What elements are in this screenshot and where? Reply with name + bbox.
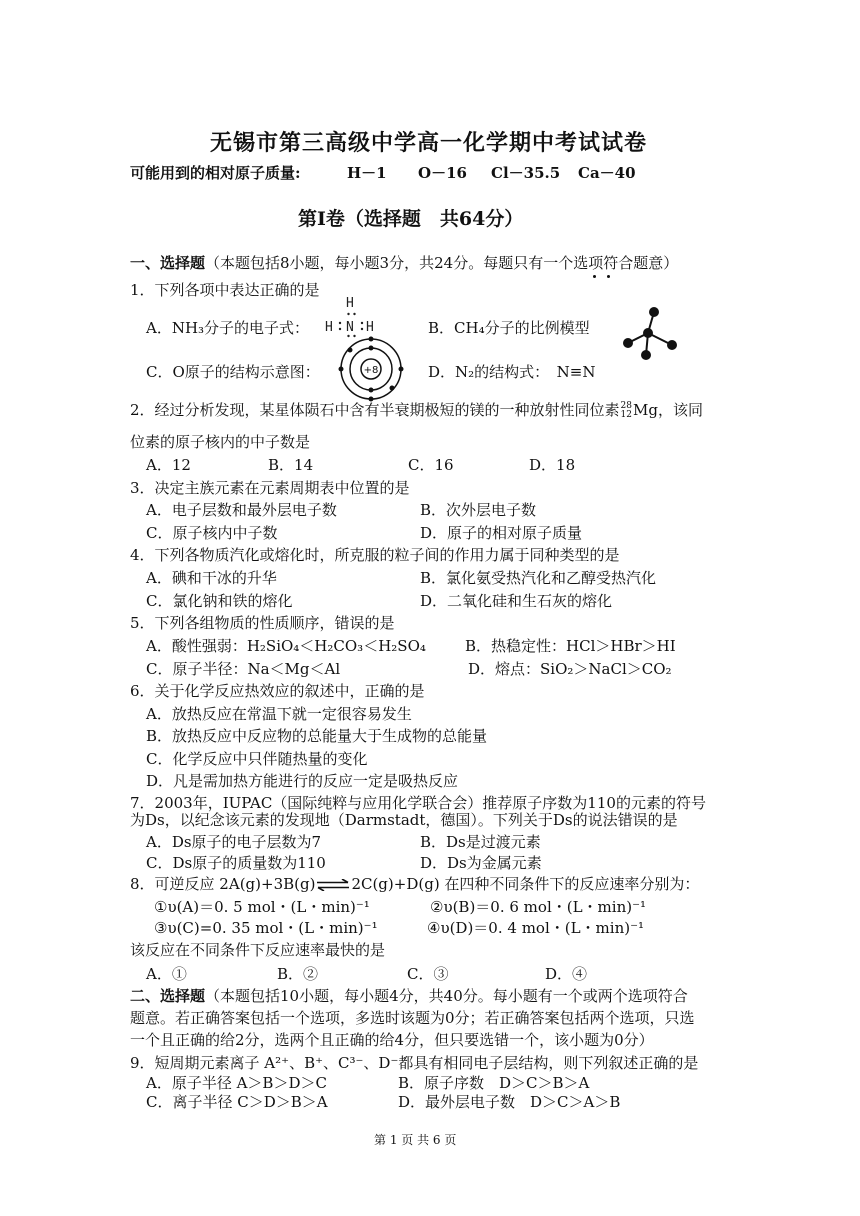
part-2-heading: 二、选择题 xyxy=(130,987,206,1005)
isotope-mass-number: 28 xyxy=(620,401,632,411)
q8-rate-2: ②υ(B)＝0. 6 mol・(L・min)⁻¹ xyxy=(430,898,647,916)
q9-option-b: B．原子序数 D＞C＞B＞A xyxy=(398,1074,590,1092)
q7-stem-line2: 为Ds，以纪念该元素的发现地（Darmstadt，德国）。下列关于Ds的说法错误的是 xyxy=(130,811,678,829)
q8-option-a: A．① xyxy=(146,965,187,983)
part-1-heading: 一、选择题 xyxy=(130,254,206,272)
isotope-symbol: Mg xyxy=(633,401,658,419)
page-title: 无锡市第三高级中学高一化学期中考试试卷 xyxy=(210,130,648,156)
q7-option-c: C．Ds原子的质量数为110 xyxy=(146,854,326,872)
atomic-mass-o: O－16 xyxy=(418,164,467,182)
q2-option-d: D．18 xyxy=(529,456,576,474)
q5-option-d: D．熔点：SiO₂＞NaCl＞CO₂ xyxy=(468,660,672,678)
nucleus-charge: +8 xyxy=(363,365,379,376)
q1-option-a: A．NH₃分子的电子式： xyxy=(146,319,310,337)
q5-option-c: C．原子半径：Na＜Mg＜Al xyxy=(146,660,341,678)
ch4-ratio-model-diagram xyxy=(620,305,682,363)
atomic-mass-cl: Cl－35.5 xyxy=(491,164,561,182)
reversible-arrow-icon xyxy=(316,879,350,891)
q6-option-b: B．放热反应中反应物的总能量大于生成物的总能量 xyxy=(146,727,488,745)
q3-option-c: C．原子核内中子数 xyxy=(146,524,278,542)
h-atom-left: H xyxy=(325,320,333,335)
q7-option-d: D．Ds为金属元素 xyxy=(420,854,542,872)
q9-option-d: D．最外层电子数 D＞C＞A＞B xyxy=(398,1093,621,1111)
q8-option-b: B．② xyxy=(277,965,319,983)
q5-stem: 5．下列各组物质的性质顺序，错误的是 xyxy=(130,614,395,632)
q6-option-d: D．凡是需加热方能进行的反应一定是吸热反应 xyxy=(146,772,459,790)
q8-stem-a: 8．可逆反应 2A(g)+3B(g) xyxy=(130,875,316,893)
q8-rate-3: ③υ(C)=0. 35 mol・(L・min)⁻¹ xyxy=(154,919,378,937)
q3-option-d: D．原子的相对原子质量 xyxy=(420,524,583,542)
q5-option-b: B．热稳定性：HCl＞HBr＞HI xyxy=(465,637,676,655)
atomic-mass-label: 可能用到的相对原子质量: xyxy=(130,164,301,182)
q4-option-b: B．氯化氨受热汽化和乙醇受热汽化 xyxy=(420,569,657,587)
h-atom-top: H xyxy=(346,296,354,311)
q1-stem: 1．下列各项中表达正确的是 xyxy=(130,281,320,299)
q2-stem xyxy=(130,400,703,420)
q3-option-b: B．次外层电子数 xyxy=(420,501,537,519)
q8-stem-b: 2C(g)+D(g) 在四种不同条件下的反应速率分别为： xyxy=(351,875,700,893)
q7-stem-line1: 7．2003年，IUPAC（国际纯粹与应用化学联合会）推荐原子序数为110的元素的符号 xyxy=(130,794,706,812)
q1-option-d: D．N₂的结构式： N≡N xyxy=(428,363,596,381)
q7-option-a: A．Ds原子的电子层数为7 xyxy=(146,833,322,851)
q2-stem-line2: 位素的原子核内的中子数是 xyxy=(130,433,311,451)
q4-stem: 4．下列各物质汽化或熔化时，所克服的粒子间的作用力属于同种类型的是 xyxy=(130,546,620,564)
n-atom: N xyxy=(346,320,354,335)
q9-stem: 9．短周期元素离子 A²⁺、B⁺、C³⁻、D⁻都具有相同电子层结构，则下列叙述正确的是 xyxy=(130,1054,699,1072)
q8-rate-1: ①υ(A)＝0. 5 mol・(L・min)⁻¹ xyxy=(154,898,370,916)
part-2-note-line1: （本题包括10小题，每小题4分，共40分。每小题有一个或两个选项符合 xyxy=(205,987,688,1005)
part-2-note-line2: 题意。若正确答案包括一个选项，多选时该题为0分；若正确答案包括两个选项，只选 xyxy=(130,1009,695,1027)
q4-option-d: D．二氧化硅和生石灰的熔化 xyxy=(420,592,613,610)
part-1-note: （本题包括8小题，每小题3分，共24分。每题只有一个选项符合题意） xyxy=(205,254,679,272)
q9-option-a: A．原子半径 A＞B＞D＞C xyxy=(146,1074,327,1092)
atomic-mass-ca: Ca－40 xyxy=(578,164,636,182)
q2-option-c: C．16 xyxy=(408,456,454,474)
h-atom-right: H xyxy=(366,320,374,335)
part-1-instructions xyxy=(130,253,678,273)
q4-option-a: A．碘和干冰的升华 xyxy=(146,569,277,587)
q8-option-c: C．③ xyxy=(407,965,449,983)
q4-option-c: C．氯化钠和铁的熔化 xyxy=(146,592,293,610)
q8-rate-4: ④υ(D)＝0. 4 mol・(L・min)⁻¹ xyxy=(427,919,645,937)
page-footer: 第 1 页 共 6 页 xyxy=(374,1133,457,1147)
emphasis-dot xyxy=(607,275,610,278)
q3-option-a: A．电子层数和最外层电子数 xyxy=(146,501,337,519)
part-2-instructions-line1 xyxy=(130,986,688,1006)
q1-option-b: B．CH₄分子的比例模型 xyxy=(428,319,590,337)
q6-option-c: C．化学反应中只伴随热量的变化 xyxy=(146,750,368,768)
q8-option-d: D．④ xyxy=(545,965,588,983)
q6-stem: 6．关于化学反应热效应的叙述中，正确的是 xyxy=(130,682,425,700)
q2-option-b: B．14 xyxy=(268,456,314,474)
nh3-electron-formula-diagram xyxy=(322,294,384,340)
oxygen-atom-structure-diagram xyxy=(338,336,404,402)
isotope-atomic-number: 12 xyxy=(620,410,632,420)
q3-stem: 3．决定主族元素在元素周期表中位置的是 xyxy=(130,479,410,497)
q1-option-c: C．O原子的结构示意图： xyxy=(146,363,320,381)
atomic-mass-h: H－1 xyxy=(347,164,387,182)
q8-question: 该反应在不同条件下反应速率最快的是 xyxy=(130,941,386,959)
q2-stem-tail: ，该同 xyxy=(657,401,703,419)
q2-stem-text: 2．经过分析发现，某星体陨石中含有半衰期极短的镁的一种放射性同位素 xyxy=(130,401,620,419)
q2-option-a: A．12 xyxy=(146,456,191,474)
q6-option-a: A．放热反应在常温下就一定很容易发生 xyxy=(146,705,412,723)
q8-stem xyxy=(130,874,699,894)
part-2-note-line3: 一个且正确的给2分，选两个且正确的给4分，但只要选错一个，该小题为0分） xyxy=(130,1031,654,1049)
q7-option-b: B．Ds是过渡元素 xyxy=(420,833,541,851)
q9-option-c: C．离子半径 C＞D＞B＞A xyxy=(146,1093,328,1111)
emphasis-dot xyxy=(593,275,596,278)
q5-option-a: A．酸性强弱：H₂SiO₄＜H₂CO₃＜H₂SO₄ xyxy=(146,637,426,655)
section-1-title: 第Ⅰ卷（选择题 共64分） xyxy=(298,208,524,230)
